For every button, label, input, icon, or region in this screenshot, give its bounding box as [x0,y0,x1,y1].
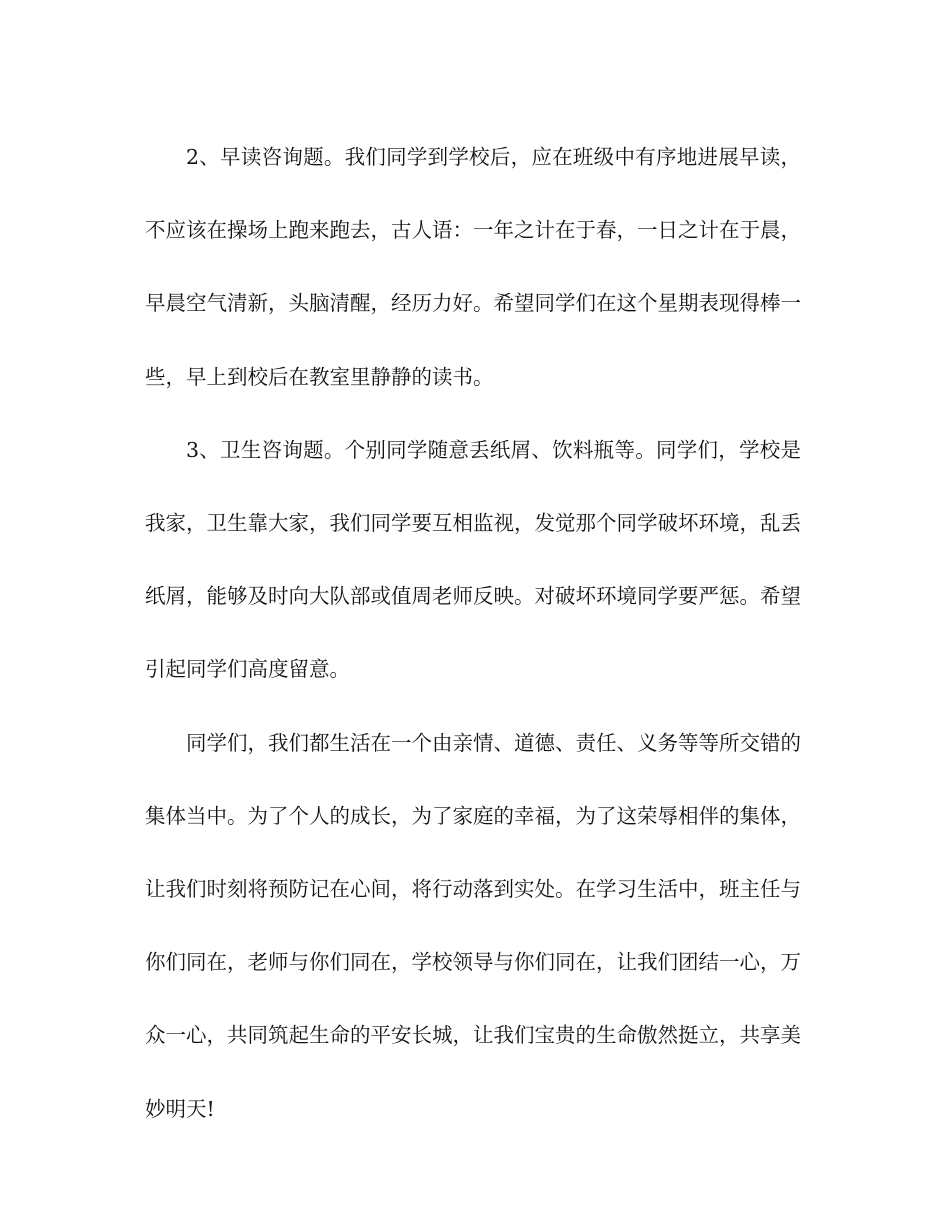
paragraph-closing: 同学们，我们都生活在一个由亲情、道德、责任、义务等等所交错的集体当中。为了个人的成长，为了家庭的幸福，为了这荣辱相伴的集体，让我们时刻将预防记在心间，将行动落到实处。在学习生活中，班主任与你们同在，老师与你们同在，学校领导与你们同在，让我们团结一心，万众一心，共同筑起生命的平安长城，让我们宝贵的生命傲然挺立，共享美妙明天! [145,730,801,1121]
paragraph-hygiene: 3、卫生咨询题。个别同学随意丢纸屑、饮料瓶等。同学们，学校是我家，卫生靠大家，我们同学要互相监视，发觉那个同学破坏环境，乱丢纸屑，能够及时向大队部或值周老师反映。对破坏环境同学要严惩。希望引起同学们高度留意。 [145,437,801,682]
paragraph-morning-reading: 2、早读咨询题。我们同学到学校后，应在班级中有序地进展早读，不应该在操场上跑来跑去，古人语：一年之计在于春，一日之计在于晨，早晨空气清新，头脑清醒，经历力好。希望同学们在这个星期表现得棒一些，早上到校后在教室里静静的读书。 [145,145,801,389]
document-body [145,121,801,1146]
